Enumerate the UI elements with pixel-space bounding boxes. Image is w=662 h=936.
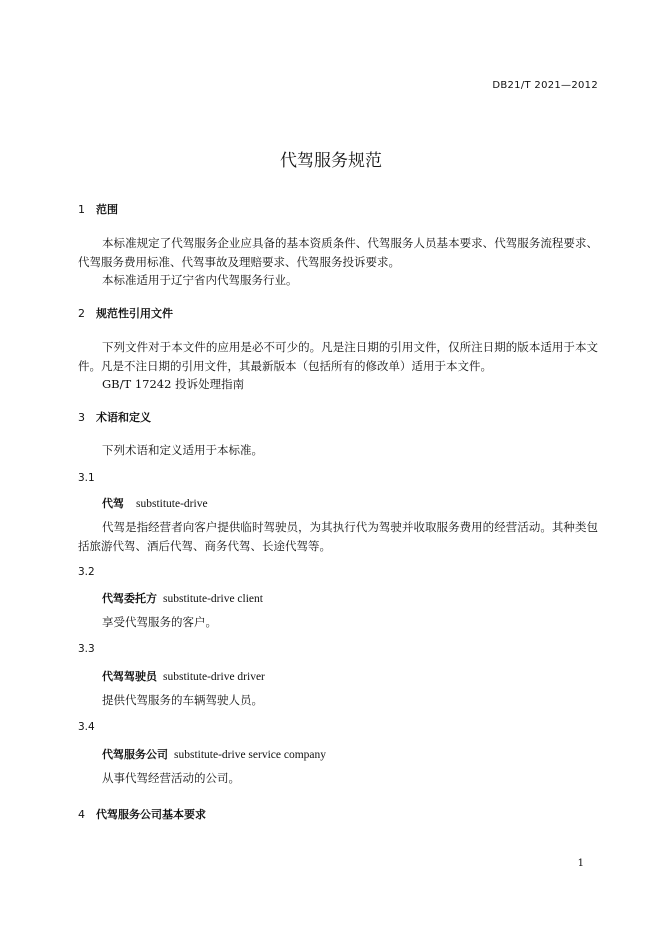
section-number: 2 — [78, 307, 85, 320]
term-3-1 — [102, 495, 208, 511]
section-3-intro: 下列术语和定义适用于本标准。 — [102, 443, 263, 457]
section-2-paragraph-1: 下列文件对于本文件的应用是必不可少的。凡是注日期的引用文件，仅所注日期的版本适用于本文件。凡是不注日期的引用文件，其最新版本（包括所有的修改单）适用于本文件。 — [78, 340, 598, 373]
term-3-4-definition: 从事代驾经营活动的公司。 — [102, 771, 240, 785]
section-title: 代驾服务公司基本要求 — [96, 808, 206, 821]
term-english: substitute-drive — [136, 498, 208, 510]
term-3-1-number: 3.1 — [78, 472, 95, 484]
term-3-2-number: 3.2 — [78, 566, 95, 578]
section-3-heading — [78, 409, 151, 425]
term-3-2-definition: 享受代驾服务的客户。 — [102, 615, 217, 629]
page-title: 代驾服务规范 — [280, 151, 382, 171]
term-english: substitute-drive client — [163, 593, 263, 605]
section-number: 3 — [78, 411, 85, 424]
page-number: 1 — [577, 858, 584, 869]
section-1-paragraph-1: 本标准规定了代驾服务企业应具备的基本资质条件、代驾服务人员基本要求、代驾服务流程要求、代驾服务费用标准、代驾事故及理赔要求、代驾服务投诉要求。 — [78, 236, 598, 269]
section-1-paragraph-2: 本标准适用于辽宁省内代驾服务行业。 — [102, 273, 298, 287]
term-english: substitute-drive driver — [163, 671, 265, 683]
section-title: 规范性引用文件 — [96, 307, 173, 320]
term-3-2 — [102, 590, 263, 606]
term-3-4 — [102, 746, 326, 762]
section-4-heading — [78, 806, 206, 822]
term-3-3-definition: 提供代驾服务的车辆驾驶人员。 — [102, 693, 263, 707]
section-2-reference: GB/T 17242 投诉处理指南 — [102, 377, 245, 391]
term-3-3-number: 3.3 — [78, 643, 95, 655]
term-3-3 — [102, 668, 265, 684]
section-1-heading — [78, 201, 118, 217]
section-number: 4 — [78, 808, 85, 821]
term-chinese: 代驾 — [102, 497, 124, 510]
term-chinese: 代驾服务公司 — [102, 748, 168, 761]
section-number: 1 — [78, 203, 85, 216]
section-2-heading — [78, 305, 173, 321]
term-chinese: 代驾驾驶员 — [102, 670, 157, 683]
term-3-1-definition: 代驾是指经营者向客户提供临时驾驶员，为其执行代为驾驶并收取服务费用的经营活动。其种类包括旅游代驾、酒后代驾、商务代驾、长途代驾等。 — [78, 520, 598, 553]
standard-number: DB21/T 2021—2012 — [492, 80, 598, 91]
term-english: substitute-drive service company — [174, 749, 327, 761]
term-chinese: 代驾委托方 — [102, 592, 157, 605]
section-title: 范围 — [96, 203, 118, 216]
term-3-4-number: 3.4 — [78, 721, 95, 733]
section-title: 术语和定义 — [96, 411, 151, 424]
